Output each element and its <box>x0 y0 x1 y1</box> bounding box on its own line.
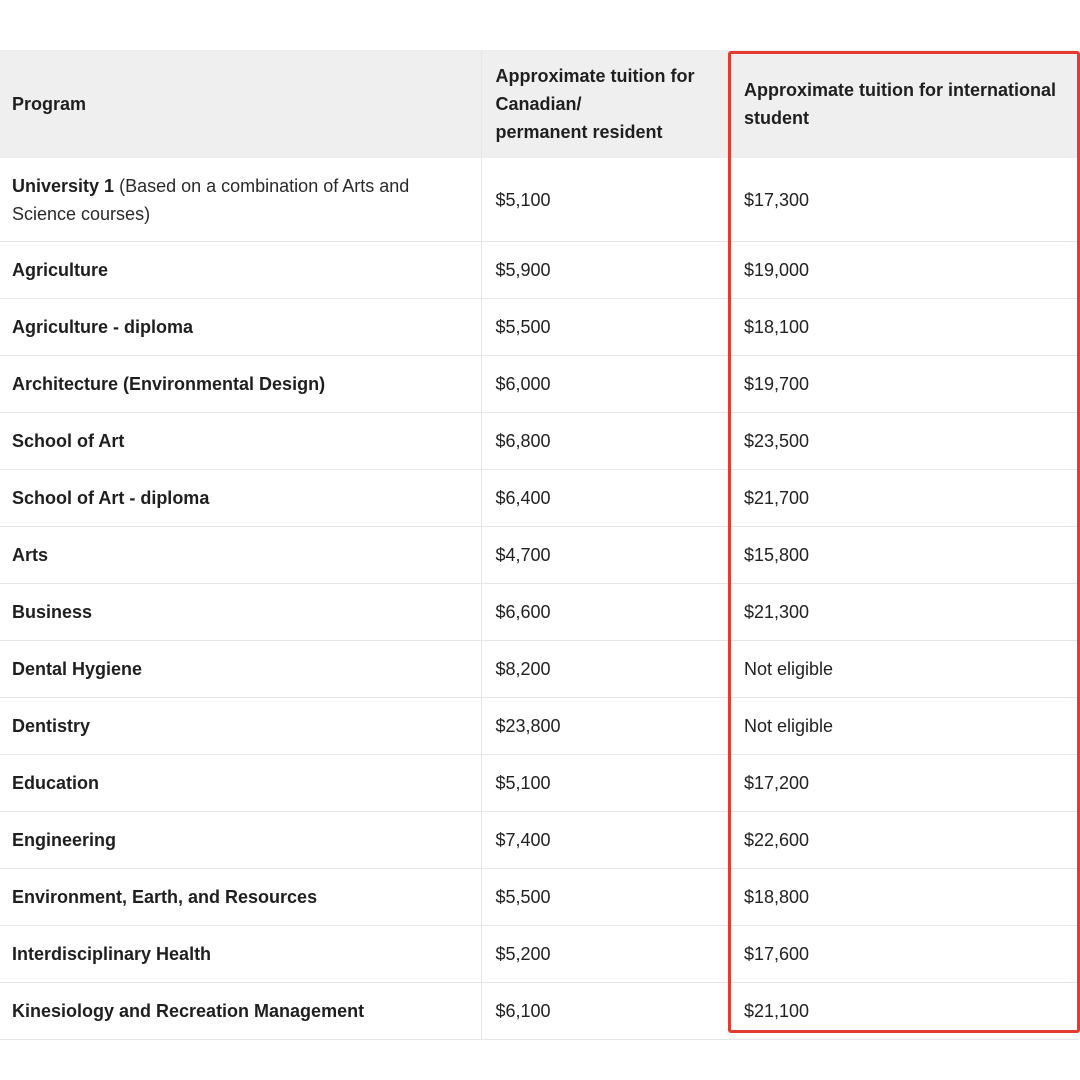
table-row <box>0 158 1078 242</box>
domestic-tuition-cell: $7,400 <box>481 812 729 869</box>
table-body <box>0 158 1078 1040</box>
domestic-tuition-cell: $5,500 <box>481 869 729 926</box>
domestic-tuition-cell: $23,800 <box>481 698 729 755</box>
domestic-tuition-cell: $5,500 <box>481 299 729 356</box>
tuition-table-container <box>0 50 1078 1040</box>
table-row <box>0 869 1078 926</box>
international-tuition-cell: $17,600 <box>729 926 1078 983</box>
international-tuition-cell: $22,600 <box>729 812 1078 869</box>
table-row <box>0 983 1078 1040</box>
program-cell: Agriculture - diploma <box>0 299 481 356</box>
table-row <box>0 755 1078 812</box>
international-tuition-cell: $21,300 <box>729 584 1078 641</box>
program-cell: Dental Hygiene <box>0 641 481 698</box>
table-row <box>0 584 1078 641</box>
header-domestic-line2: permanent resident <box>495 122 663 142</box>
program-cell: School of Art - diploma <box>0 470 481 527</box>
table-row <box>0 527 1078 584</box>
international-tuition-cell: $18,800 <box>729 869 1078 926</box>
program-cell: Kinesiology and Recreation Management <box>0 983 481 1040</box>
international-tuition-cell: Not eligible <box>729 698 1078 755</box>
domestic-tuition-cell: $4,700 <box>481 527 729 584</box>
header-row <box>0 50 1078 158</box>
domestic-tuition-cell: $6,800 <box>481 413 729 470</box>
program-cell: School of Art <box>0 413 481 470</box>
program-name: University 1 <box>12 175 115 196</box>
domestic-tuition-cell: $6,100 <box>481 983 729 1040</box>
program-cell: Architecture (Environmental Design) <box>0 356 481 413</box>
domestic-tuition-cell: $6,000 <box>481 356 729 413</box>
program-cell: Business <box>0 584 481 641</box>
table-row <box>0 242 1078 299</box>
program-cell: Dentistry <box>0 698 481 755</box>
program-cell: Arts <box>0 527 481 584</box>
domestic-tuition-cell: $5,100 <box>481 755 729 812</box>
program-cell: Agriculture <box>0 242 481 299</box>
international-tuition-cell: $19,000 <box>729 242 1078 299</box>
program-cell: Interdisciplinary Health <box>0 926 481 983</box>
domestic-tuition-cell: $6,600 <box>481 584 729 641</box>
program-cell: Education <box>0 755 481 812</box>
table-row <box>0 812 1078 869</box>
table-header <box>0 50 1078 158</box>
program-cell: Engineering <box>0 812 481 869</box>
international-tuition-cell: $18,100 <box>729 299 1078 356</box>
program-cell <box>0 158 481 242</box>
table-row <box>0 356 1078 413</box>
domestic-tuition-cell: $6,400 <box>481 470 729 527</box>
international-tuition-cell: $17,300 <box>729 158 1078 242</box>
table-row <box>0 299 1078 356</box>
header-domestic-tuition <box>481 50 729 158</box>
table-row <box>0 698 1078 755</box>
tuition-table <box>0 50 1078 1040</box>
header-program: Program <box>0 50 481 158</box>
table-row <box>0 641 1078 698</box>
table-row <box>0 470 1078 527</box>
international-tuition-cell: $23,500 <box>729 413 1078 470</box>
domestic-tuition-cell: $8,200 <box>481 641 729 698</box>
table-row <box>0 413 1078 470</box>
international-tuition-cell: $21,100 <box>729 983 1078 1040</box>
table-row <box>0 926 1078 983</box>
international-tuition-cell: Not eligible <box>729 641 1078 698</box>
program-cell: Environment, Earth, and Resources <box>0 869 481 926</box>
international-tuition-cell: $17,200 <box>729 755 1078 812</box>
domestic-tuition-cell: $5,900 <box>481 242 729 299</box>
program-note: (Based on a combination of Arts and Science courses) <box>12 175 410 224</box>
header-domestic-line1: Approximate tuition for Canadian/ <box>495 66 695 114</box>
international-tuition-cell: $21,700 <box>729 470 1078 527</box>
header-international-tuition: Approximate tuition for international student <box>729 50 1078 158</box>
domestic-tuition-cell: $5,200 <box>481 926 729 983</box>
international-tuition-cell: $19,700 <box>729 356 1078 413</box>
international-tuition-cell: $15,800 <box>729 527 1078 584</box>
domestic-tuition-cell: $5,100 <box>481 158 729 242</box>
